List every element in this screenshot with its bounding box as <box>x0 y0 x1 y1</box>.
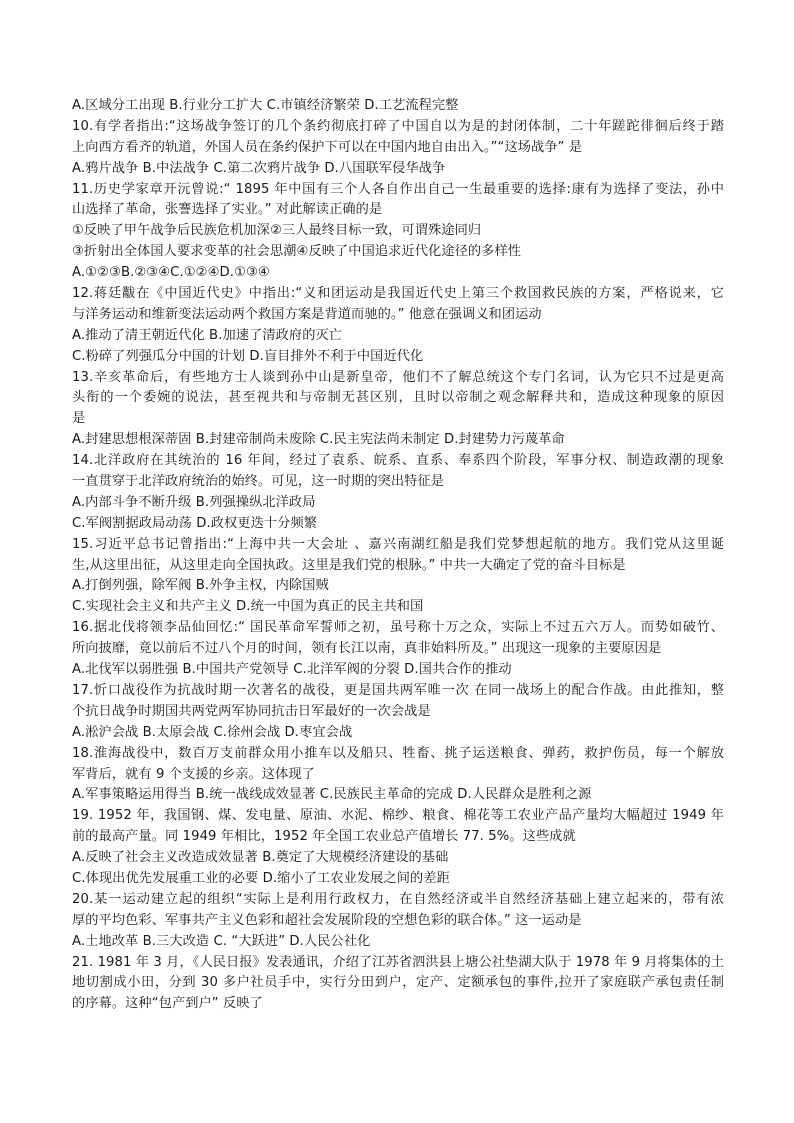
q12-options-cd: C.粉碎了列强瓜分中国的计划 D.盲目排外不利于中国近代化 <box>72 348 424 364</box>
exam-page-body <box>72 96 724 1015</box>
q16-options: A.北伐军以弱胜强 B.中国共产党领导 C.北洋军阀的分裂 D.国共合作的推动 <box>72 662 512 678</box>
q19-stem-line-1: 19. 1952 年，我国钢、煤、发电量、原油、水泥、棉纱、粮食、棉花等工农业产品产量均大幅超过 1949 年 <box>72 808 724 824</box>
q11-options: A.①②③B.②③④C.①②④D.①③④ <box>72 265 270 281</box>
q17-options: A.淞沪会战 B.太原会战 C.徐州会战 D.枣宜会战 <box>72 724 353 740</box>
q17-stem-line-1: 17.忻口战役作为抗战时期一次著名的战役，更是国共两军唯一次 在同一战场上的配合作战。由此推知，整 <box>72 682 724 698</box>
q11-statement-1-2: ①反映了甲午战争后民族危机加深②三人最终目标一致，可谓殊途同归 <box>72 223 482 239</box>
q20-stem-line-1: 20.某一运动建立起的组织“实际上是利用行政权力，在自然经济或半自然经济基础上建立起来的，带有浓 <box>72 891 724 907</box>
q13-stem-line-1: 13.辛亥革命后，有些地方士人谈到孙中山是新皇帝，他们不了解总统这个专门名词，认为它只不过是更高 <box>72 369 724 385</box>
q13-options: A.封建思想根深蒂固 B.封建帝制尚未废除 C.民主宪法尚未制定 D.封建势力污蔑革命 <box>72 432 565 448</box>
q14-stem-line-1: 14.北洋政府在其统治的 16 年间，经过了袁系、皖系、直系、奉系四个阶段，军事分权、制造政潮的现象 <box>72 453 724 469</box>
q9-options: A.区域分工出现 B.行业分工扩大 C.市镇经济繁荣 D.工艺流程完整 <box>72 98 459 113</box>
q21-stem-line-2: 地切割成小田，分到 30 多户社员手中，实行分田到户，定产、定额承包的事件,拉开了家庭联产承包责任制 <box>72 975 724 991</box>
q14-options-cd: C.军阀割据政局动荡 D.政权更迭十分频繁 <box>72 515 318 531</box>
q18-stem-line-1: 18.淮海战役中，数百万支前群众用小推车以及船只、牲畜、挑子运送粮食、弹药，救护伤员，每一个解放 <box>72 745 724 761</box>
q11-stem-line-1: 11.历史学家章开沅曾说:“ 1895 年中国有三个人各自作出自己一生最重要的选择:康有为选择了变法，孙中 <box>72 181 724 197</box>
q12-stem-line-1: 12.蒋廷黻在《中国近代史》中指出:“义和团运动是我国近代史上第三个救国救民族的方案，严格说来，它 <box>72 286 724 302</box>
q15-options-cd: C.实现社会主义和共产主义 D.统一中国为真正的民主共和国 <box>72 599 424 615</box>
q18-stem-line-2: 军背后，就有 9 个支援的乡亲。这体现了 <box>72 766 315 782</box>
q19-stem-line-2: 前的最高产量。同 1949 年相比，1952 年全国工农业总产值增长 77. 5%。这些成就 <box>72 829 576 845</box>
q12-stem-line-2: 与洋务运动和维新变法运动两个救国方案是背道而驰的。” 他意在强调义和团运动 <box>72 306 542 322</box>
q18-options: A.军事策略运用得当 B.统一战线成效显著 C.民族民主革命的完成 D.人民群众是胜利之源 <box>72 787 592 803</box>
q15-stem-line-2: 生,从这里出征，从这里走向全国执政。这里是我们党的根脉。” 中共一大确定了党的奋斗目标是 <box>72 557 626 573</box>
q19-options-cd: C.体现出优先发展重工业的必要 D.缩小了工农业发展之间的差距 <box>72 870 450 886</box>
q21-stem-line-3: 的序幕。这种“包产到户” 反映了 <box>72 996 263 1012</box>
q15-stem-line-1: 15.习近平总书记曾指出:“上海中共一大会址 、嘉兴南湖红船是我们党梦想起航的地方。我们党从这里诞 <box>72 536 724 552</box>
q11-statement-3-4: ③折射出全体国人要求变革的社会思潮④反映了中国追求近代化途径的多样性 <box>72 244 522 260</box>
q20-options: A.土地改革 B.三大改造 C. “大跃进” D.人民公社化 <box>72 933 371 949</box>
q21-stem-line-1: 21. 1981 年 3 月，《人民日报》发表通讯，介绍了江苏省泗洪县上塘公社垫湖大队于 1978 年 9 月将集体的土 <box>72 954 724 970</box>
q14-options-ab: A.内部斗争不断升级 B.列强操纵北洋政局 <box>72 494 316 510</box>
q12-options-ab: A.推动了清王朝近代化 B.加速了清政府的灭亡 <box>72 327 343 343</box>
q20-stem-line-2: 厚的平均色彩、军事共产主义色彩和超社会发展阶段的空想色彩的联合体。” 这一运动是 <box>72 912 582 928</box>
q19-options-ab: A.反映了社会主义改造成效显著 B.奠定了大规模经济建设的基础 <box>72 850 449 866</box>
q17-stem-line-2: 个抗日战争时期国共两党两军协同抗击日军最好的一次会战是 <box>72 703 431 719</box>
q11-stem-line-2: 山选择了革命，张謇选择了实业。” 对此解读正确的是 <box>72 202 383 218</box>
q10-options: A.鸦片战争 B.中法战争 C.第二次鸦片战争 D.八国联军侵华战争 <box>72 160 446 176</box>
q14-stem-line-2: 一直贯穿于北洋政府统治的始终。可见，这一时期的突出特征是 <box>72 474 445 490</box>
q16-stem-line-1: 16.据北伐将领李品仙回忆:“ 国民革命军誓师之初，虽号称十万之众，实际上不过五六万人。而势如破竹、 <box>72 620 724 636</box>
q15-options-ab: A.打倒列强，除军阀 B.外争主权，内除国贼 <box>72 578 329 594</box>
q16-stem-line-2: 所向披靡，竟以前后不过八个月的时间，领有长江以南，真非始料所及。” 出现这一现象的主要原因是 <box>72 641 662 657</box>
q13-stem-line-2: 头衔的一个委婉的说法，甚至视共和与帝制无甚区别，且时以帝制之观念解释共和，造成这种现象的原因 <box>72 390 724 406</box>
q13-stem-line-3: 是 <box>72 411 86 427</box>
q10-stem-line-2: 上向西方看齐的轨道，外国人员在条约保护下可以在中国内地自由出入。”“这场战争” 是 <box>72 139 583 155</box>
q10-stem-line-1: 10.有学者指出:“这场战争签订的几个条约彻底打碎了中国自以为是的封闭体制，二十年蹉跎徘徊后终于踏 <box>72 118 724 134</box>
